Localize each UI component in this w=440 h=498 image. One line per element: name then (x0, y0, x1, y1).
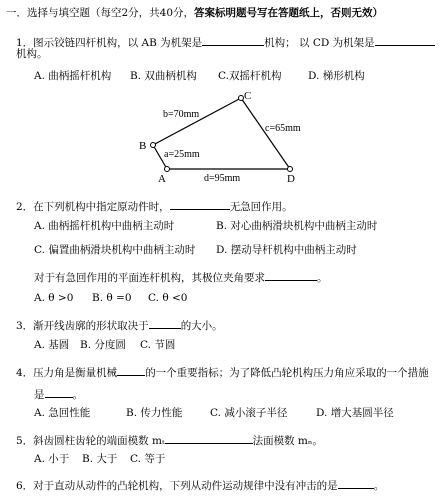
q1-option-b: B. 双曲柄机构 (130, 70, 197, 82)
q4-options (34, 408, 394, 419)
joint-a (165, 167, 170, 172)
q1-text-3: 机构。 (16, 48, 48, 60)
q2-options-row-2 (34, 245, 357, 256)
dim-b: b=70mm (163, 109, 200, 120)
q4-blank-2 (45, 386, 73, 398)
q2-text-2: 无急回作用。 (229, 201, 293, 213)
q2b-blank (265, 269, 317, 281)
joint-b (151, 143, 156, 148)
q1-blank-2 (375, 34, 435, 46)
dim-d: d=95mm (204, 173, 241, 184)
q3-options (34, 340, 175, 351)
q3-option-b: B. 分度圆 (80, 339, 126, 351)
section-title: 一．选择与填空题（每空2分，共40分， (6, 7, 195, 19)
dim-c: c=65mm (265, 123, 301, 134)
q2b-option-a: A. θ >0 (34, 292, 74, 304)
q2b-option-c: C. θ <0 (148, 292, 188, 304)
q5-options (34, 454, 165, 465)
joint-c (239, 96, 244, 101)
q4-text-1: 4．压力角是衡量机械 (16, 367, 118, 379)
q3-option-c: C. 节圆 (140, 339, 176, 351)
question-6 (16, 477, 384, 492)
q5-option-b: B. 大于 (82, 453, 118, 465)
q1-option-a: A. 曲柄摇杆机构 (34, 70, 112, 82)
q2-options-row-1 (34, 221, 377, 232)
q3-text-2: 的大小。 (180, 320, 223, 332)
q5-option-c: C. 等于 (130, 453, 166, 465)
q2-option-a: A. 曲柄摇杆机构中曲柄主动时 (34, 220, 175, 232)
q1-text-1: 1．图示铰链四杆机构，以 AB 为机架是 (16, 37, 203, 49)
q2b-text: 对于有急回作用的平面连杆机构，其极位夹角要求 (34, 272, 265, 284)
q6-blank (338, 477, 374, 489)
section-heading (6, 8, 383, 19)
q4-text-2: 的一个重要指标；为了降低凸轮机构压力角应采取的一个措施 (145, 367, 429, 379)
q3-option-a: A. 基圆 (34, 339, 70, 351)
question-1-cont (16, 49, 48, 60)
label-b: B (139, 140, 147, 152)
q2-text-1: 2．在下列机构中指定原动件时， (16, 201, 170, 213)
link-bc (153, 98, 241, 145)
q4-text-3: 是 (34, 389, 45, 401)
q4-option-a: A. 急回性能 (34, 407, 91, 419)
section-note: 答案标明题号写在答题纸上，否则无效） (194, 7, 384, 19)
question-4 (16, 364, 429, 379)
q6-text-1: 6．对于直动从动件的凸轮机构，下列从动件运动规律中没有冲击的是 (16, 480, 338, 492)
q3-blank (149, 317, 181, 329)
q2-option-d: D. 摆动导杆机构中曲柄主动时 (216, 244, 357, 256)
q2b-end: 。 (317, 272, 328, 284)
q1-text-2: 机构； 以 CD 为机架是 (264, 37, 375, 49)
q4-text-4: 。 (72, 389, 83, 401)
q4-option-c: C. 减小滚子半径 (210, 407, 288, 419)
q1-option-d: D. 梯形机构 (308, 70, 365, 82)
dim-a: a=25mm (164, 149, 200, 160)
q2-blank (170, 198, 230, 210)
q3-text-1: 3．渐开线齿廓的形状取决于 (16, 320, 149, 332)
question-2 (16, 198, 293, 213)
label-c: C (244, 90, 252, 102)
q1-option-c: C.双摇杆机构 (218, 70, 282, 82)
q5-text-2: 法面模数 mₙ。 (252, 435, 323, 447)
joint-d (288, 167, 293, 172)
question-5 (16, 432, 323, 447)
four-bar-linkage-diagram (0, 85, 440, 185)
label-d: D (287, 173, 295, 185)
question-1 (16, 34, 435, 49)
q2-option-b: B. 对心曲柄滑块机构中曲柄主动时 (216, 220, 378, 232)
q2b-option-b: B. θ =0 (92, 292, 132, 304)
q4-option-b: B. 传力性能 (126, 407, 183, 419)
q1-blank-1 (202, 34, 264, 46)
q5-blank (165, 432, 253, 444)
question-4-cont (34, 386, 83, 401)
q1-options (34, 71, 365, 82)
q5-option-a: A. 小于 (34, 453, 70, 465)
q2-option-c: C. 偏置曲柄滑块机构中曲柄主动时 (34, 244, 196, 256)
q6-text-2: 。 (373, 480, 385, 492)
question-2b (34, 269, 328, 284)
question-3 (16, 317, 223, 332)
q4-option-d: D. 增大基圆半径 (316, 407, 394, 419)
q5-text-1: 5．斜齿圆柱齿轮的端面模数 mₜ (16, 435, 165, 447)
label-a: A (158, 173, 166, 185)
q2b-options (34, 293, 187, 304)
q4-blank-1 (117, 364, 145, 376)
